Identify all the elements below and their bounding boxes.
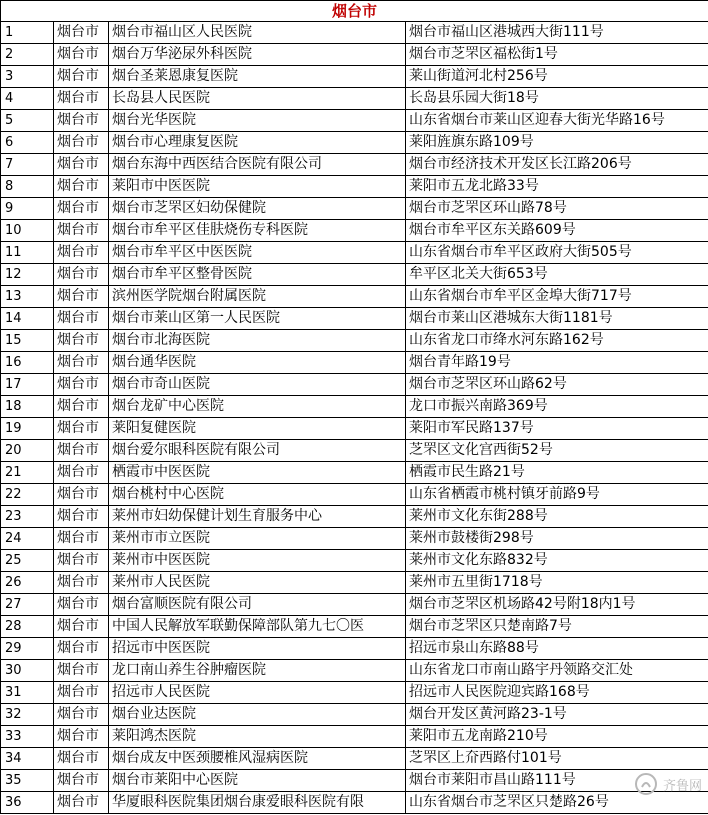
- row-hospital-name: 烟台圣莱恩康复医院: [109, 66, 406, 88]
- row-city: 烟台市: [54, 594, 109, 616]
- row-city: 烟台市: [54, 506, 109, 528]
- row-hospital-name: 莱州市市立医院: [109, 528, 406, 550]
- row-hospital-name: 长岛县人民医院: [109, 88, 406, 110]
- row-city: 烟台市: [54, 550, 109, 572]
- table-row: [1, 748, 708, 770]
- row-hospital-name: 烟台桃村中心医院: [109, 484, 406, 506]
- table-row: [1, 242, 708, 264]
- row-number: 25: [1, 550, 54, 572]
- row-number: 13: [1, 286, 54, 308]
- row-number: 1: [1, 22, 54, 44]
- row-number: 27: [1, 594, 54, 616]
- row-city: 烟台市: [54, 88, 109, 110]
- table-row: [1, 484, 708, 506]
- row-city: 烟台市: [54, 704, 109, 726]
- row-city: 烟台市: [54, 418, 109, 440]
- table-row: [1, 440, 708, 462]
- row-address: 山东省龙口市绛水河东路162号: [406, 330, 708, 352]
- row-address: 山东省龙口市南山路宇丹领路交汇处: [406, 660, 708, 682]
- row-hospital-name: 莱阳复健医院: [109, 418, 406, 440]
- table-row: [1, 792, 708, 814]
- row-city: 烟台市: [54, 132, 109, 154]
- row-number: 5: [1, 110, 54, 132]
- row-city: 烟台市: [54, 176, 109, 198]
- row-number: 22: [1, 484, 54, 506]
- row-number: 30: [1, 660, 54, 682]
- row-city: 烟台市: [54, 484, 109, 506]
- row-hospital-name: 烟台市牟平区中医医院: [109, 242, 406, 264]
- row-hospital-name: 莱州市中医医院: [109, 550, 406, 572]
- table-row: [1, 198, 708, 220]
- row-address: 芝罘区上夼西路付101号: [406, 748, 708, 770]
- row-hospital-name: 烟台市福山区人民医院: [109, 22, 406, 44]
- row-number: 6: [1, 132, 54, 154]
- row-address: 山东省烟台市莱山区迎春大街光华路16号: [406, 110, 708, 132]
- row-number: 12: [1, 264, 54, 286]
- row-number: 34: [1, 748, 54, 770]
- row-city: 烟台市: [54, 528, 109, 550]
- row-hospital-name: 烟台成友中医颈腰椎风湿病医院: [109, 748, 406, 770]
- row-hospital-name: 烟台市芝罘区妇幼保健院: [109, 198, 406, 220]
- row-number: 32: [1, 704, 54, 726]
- table-row: [1, 88, 708, 110]
- watermark: [635, 773, 702, 795]
- row-address: 莱阳市五龙南路210号: [406, 726, 708, 748]
- row-city: 烟台市: [54, 638, 109, 660]
- table-row: [1, 528, 708, 550]
- row-hospital-name: 中国人民解放军联勤保障部队第九七〇医: [109, 616, 406, 638]
- table-row: [1, 264, 708, 286]
- row-number: 29: [1, 638, 54, 660]
- table-row: [1, 682, 708, 704]
- row-city: 烟台市: [54, 352, 109, 374]
- row-city: 烟台市: [54, 110, 109, 132]
- row-city: 烟台市: [54, 440, 109, 462]
- row-hospital-name: 栖霞市中医医院: [109, 462, 406, 484]
- row-number: 15: [1, 330, 54, 352]
- row-address: 烟台市芝罘区环山路62号: [406, 374, 708, 396]
- row-hospital-name: 滨州医学院烟台附属医院: [109, 286, 406, 308]
- row-city: 烟台市: [54, 66, 109, 88]
- row-hospital-name: 莱州市人民医院: [109, 572, 406, 594]
- table-row: [1, 132, 708, 154]
- row-number: 7: [1, 154, 54, 176]
- row-address: 山东省烟台市牟平区政府大街505号: [406, 242, 708, 264]
- row-number: 16: [1, 352, 54, 374]
- row-address: 龙口市振兴南路369号: [406, 396, 708, 418]
- row-address: 烟台市福山区港城西大街111号: [406, 22, 708, 44]
- row-hospital-name: 莱阳鸿杰医院: [109, 726, 406, 748]
- row-address: 莱阳市五龙北路33号: [406, 176, 708, 198]
- table-row: [1, 594, 708, 616]
- table-row: [1, 572, 708, 594]
- row-address: 烟台市芝罘区福松街1号: [406, 44, 708, 66]
- row-hospital-name: 烟台爱尔眼科医院有限公司: [109, 440, 406, 462]
- row-city: 烟台市: [54, 242, 109, 264]
- row-address: 莱州市文化东路832号: [406, 550, 708, 572]
- row-city: 烟台市: [54, 616, 109, 638]
- row-city: 烟台市: [54, 22, 109, 44]
- row-address: 烟台市芝罘区只楚南路7号: [406, 616, 708, 638]
- row-number: 20: [1, 440, 54, 462]
- row-hospital-name: 龙口南山养生谷肿瘤医院: [109, 660, 406, 682]
- row-hospital-name: 烟台东海中西医结合医院有限公司: [109, 154, 406, 176]
- row-number: 23: [1, 506, 54, 528]
- row-city: 烟台市: [54, 330, 109, 352]
- table-row: [1, 550, 708, 572]
- row-number: 33: [1, 726, 54, 748]
- row-number: 21: [1, 462, 54, 484]
- row-address: 烟台青年路19号: [406, 352, 708, 374]
- row-number: 35: [1, 770, 54, 792]
- row-address: 莱州市五里街1718号: [406, 572, 708, 594]
- row-address: 莱阳市军民路137号: [406, 418, 708, 440]
- table-row: [1, 660, 708, 682]
- row-hospital-name: 烟台市北海医院: [109, 330, 406, 352]
- row-address: 莱阳旌旗东路109号: [406, 132, 708, 154]
- row-number: 19: [1, 418, 54, 440]
- row-city: 烟台市: [54, 374, 109, 396]
- row-hospital-name: 烟台市牟平区整骨医院: [109, 264, 406, 286]
- row-number: 24: [1, 528, 54, 550]
- row-hospital-name: 华厦眼科医院集团烟台康爱眼科医院有限: [109, 792, 406, 814]
- table-row: [1, 374, 708, 396]
- table-row: [1, 22, 708, 44]
- table-row: [1, 418, 708, 440]
- row-address: 栖霞市民生路21号: [406, 462, 708, 484]
- row-hospital-name: 烟台市奇山医院: [109, 374, 406, 396]
- row-number: 28: [1, 616, 54, 638]
- row-number: 31: [1, 682, 54, 704]
- row-address: 山东省栖霞市桃村镇牙前路9号: [406, 484, 708, 506]
- row-city: 烟台市: [54, 308, 109, 330]
- row-city: 烟台市: [54, 770, 109, 792]
- row-hospital-name: 莱州市妇幼保健计划生育服务中心: [109, 506, 406, 528]
- table-row: [1, 66, 708, 88]
- table-row: [1, 154, 708, 176]
- row-address: 烟台市莱山区港城东大街1181号: [406, 308, 708, 330]
- table-row: [1, 462, 708, 484]
- row-city: 烟台市: [54, 660, 109, 682]
- row-city: 烟台市: [54, 748, 109, 770]
- table-row: [1, 308, 708, 330]
- row-hospital-name: 招远市人民医院: [109, 682, 406, 704]
- row-address: 莱州市鼓楼街298号: [406, 528, 708, 550]
- row-number: 2: [1, 44, 54, 66]
- row-address: 烟台市芝罘区环山路78号: [406, 198, 708, 220]
- row-address: 烟台市经济技术开发区长江路206号: [406, 154, 708, 176]
- row-city: 烟台市: [54, 264, 109, 286]
- row-hospital-name: 烟台市莱阳中心医院: [109, 770, 406, 792]
- table-row: [1, 110, 708, 132]
- table-row: [1, 176, 708, 198]
- row-address: 山东省烟台市牟平区金埠大街717号: [406, 286, 708, 308]
- row-number: 10: [1, 220, 54, 242]
- row-hospital-name: 烟台市牟平区佳肤烧伤专科医院: [109, 220, 406, 242]
- watermark-text: 齐鲁网: [662, 778, 702, 794]
- row-hospital-name: 招远市中医医院: [109, 638, 406, 660]
- row-hospital-name: 烟台通华医院: [109, 352, 406, 374]
- row-number: 17: [1, 374, 54, 396]
- row-address: 烟台市牟平区东关路609号: [406, 220, 708, 242]
- table-title-row: [1, 1, 708, 22]
- row-number: 26: [1, 572, 54, 594]
- table-row: [1, 44, 708, 66]
- table-row: [1, 396, 708, 418]
- row-number: 8: [1, 176, 54, 198]
- row-hospital-name: 烟台光华医院: [109, 110, 406, 132]
- row-city: 烟台市: [54, 572, 109, 594]
- row-address: 芝罘区文化宫西街52号: [406, 440, 708, 462]
- row-hospital-name: 烟台富顺医院有限公司: [109, 594, 406, 616]
- table-row: [1, 330, 708, 352]
- table-row: [1, 286, 708, 308]
- table-title: 烟台市: [1, 1, 708, 22]
- row-city: 烟台市: [54, 220, 109, 242]
- row-number: 14: [1, 308, 54, 330]
- table-row: [1, 220, 708, 242]
- table-row: [1, 616, 708, 638]
- row-number: 18: [1, 396, 54, 418]
- row-hospital-name: 烟台万华泌尿外科医院: [109, 44, 406, 66]
- table-row: [1, 638, 708, 660]
- row-number: 4: [1, 88, 54, 110]
- row-hospital-name: 烟台市莱山区第一人民医院: [109, 308, 406, 330]
- row-address: 烟台开发区黄河路23-1号: [406, 704, 708, 726]
- row-city: 烟台市: [54, 682, 109, 704]
- row-address: 牟平区北关大街653号: [406, 264, 708, 286]
- row-city: 烟台市: [54, 44, 109, 66]
- row-address: 山东省烟台市芝罘区只楚路26号: [406, 792, 708, 814]
- row-number: 11: [1, 242, 54, 264]
- row-hospital-name: 烟台业达医院: [109, 704, 406, 726]
- row-address: 招远市人民医院迎宾路168号: [406, 682, 708, 704]
- row-hospital-name: 莱阳市中医医院: [109, 176, 406, 198]
- table-row: [1, 726, 708, 748]
- row-number: 9: [1, 198, 54, 220]
- table-row: [1, 352, 708, 374]
- row-city: 烟台市: [54, 154, 109, 176]
- row-hospital-name: 烟台龙矿中心医院: [109, 396, 406, 418]
- row-address: 莱州市文化东街288号: [406, 506, 708, 528]
- qilu-logo-icon: [635, 773, 657, 795]
- row-address: 烟台市芝罘区机场路42号附18内1号: [406, 594, 708, 616]
- row-number: 36: [1, 792, 54, 814]
- table-row: [1, 506, 708, 528]
- row-hospital-name: 烟台市心理康复医院: [109, 132, 406, 154]
- row-number: 3: [1, 66, 54, 88]
- row-city: 烟台市: [54, 726, 109, 748]
- row-address: 招远市泉山东路88号: [406, 638, 708, 660]
- row-city: 烟台市: [54, 286, 109, 308]
- table-row: [1, 704, 708, 726]
- row-address: 长岛县乐园大街18号: [406, 88, 708, 110]
- row-address: 莱山街道河北村256号: [406, 66, 708, 88]
- row-city: 烟台市: [54, 792, 109, 814]
- table-row: [1, 770, 708, 792]
- row-city: 烟台市: [54, 396, 109, 418]
- row-address: 烟台市莱阳市昌山路111号: [406, 770, 708, 792]
- row-city: 烟台市: [54, 462, 109, 484]
- row-city: 烟台市: [54, 198, 109, 220]
